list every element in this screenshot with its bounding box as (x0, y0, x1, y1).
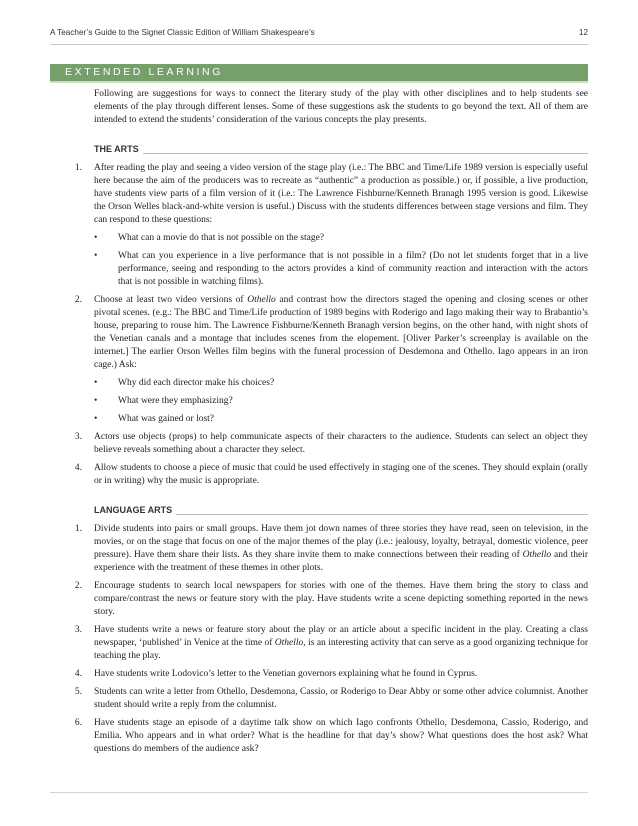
item-text (94, 523, 588, 575)
item-body: Have students write Lodovico’s letter to the Venetian governors explaining what he found in Cyprus. (94, 669, 478, 679)
item-body: Students can write a letter from Othello, Desdemona, Cassio, or Roderigo to Dear Abby or some other advice columnist. Another student should write a reply from the columnist. (94, 687, 588, 710)
bullet-icon: • (94, 414, 98, 424)
section-heading-language-arts (94, 504, 588, 517)
item-number: 3. (74, 625, 82, 635)
section-heading-arts (94, 143, 588, 156)
bullet-text: What were they emphasizing? (118, 396, 233, 406)
item-text (94, 717, 588, 756)
item-number: 5. (74, 687, 82, 697)
item-number: 1. (74, 163, 82, 173)
section-banner (50, 64, 588, 83)
item-text (94, 624, 588, 663)
banner-title: EXTENDED LEARNING (65, 66, 223, 78)
item-body: Allow students to choose a piece of music that could be used effectively in staging one of the scenes. They should explain (orally or in writing) why the music is appropriate. (94, 463, 588, 486)
item-body: Have students write a news or feature story about the play or an article about a specific incident in the play. Creating a class newspaper, ‘published’ in Venice at the time of (94, 625, 588, 648)
item-number: 1. (74, 524, 82, 534)
item-text (94, 462, 588, 488)
item-body: and contrast how the directors staged the opening and closing scenes or other pivotal scenes. (e.g.: The BBC and Time/Life production of 1989 begins with Roderigo and Iago making their way to Brabantio’s house, preparing to rouse him. The Lawrence Fishburne/Kenneth Branagh version begins, on the other hand, with night shots of the Venetian canals and a montage that includes scenes from the elopement. [Oliver Parker’s screenplay is available on the internet.] The earlier Orson Welles film begins with the funeral procession of Desdemona and Othello. Iago appears in an iron cage.) Ask: (94, 295, 589, 370)
bullet-text: What can a movie do that is not possible on the stage? (118, 233, 325, 243)
item-text (94, 162, 588, 227)
list-item (50, 523, 588, 575)
footer-divider (50, 792, 588, 793)
list-item (50, 162, 588, 227)
item-body: Choose at least two video versions of (94, 295, 248, 305)
bullet-icon: • (94, 233, 98, 243)
bullet-item (94, 232, 588, 245)
section-heading-rule (143, 153, 588, 154)
item-text (94, 686, 588, 712)
bullet-text: What can you experience in a live performance that is not possible in a film? (Do not let students forget that in a live performance, seeing and responding to the actors provides a kind of community reaction and interaction with the actors that is not possible in watching films). (118, 251, 588, 287)
section-heading-label: LANGUAGE ARTS (94, 505, 173, 515)
item-number: 2. (74, 581, 82, 591)
item-number: 3. (74, 432, 82, 442)
bullet-item (94, 413, 588, 426)
item-body: After reading the play and seeing a video version of the stage play (i.e.: The BBC and Time/Life 1989 version is especially useful here because the aim of the producers was to recreate as “authentic” a production as possible.) or, if possible, a live production, have students view parts of a film version of it (i.e.: The Lawrence Fishburne/Kenneth Branagh 1995 version is good. Likewise the Orson Welles black-and-white version is useful.) Discuss with the students differences between stage versions and film. They can respond to these questions: (94, 163, 588, 225)
intro-paragraph: Following are suggestions for ways to connect the literary study of the play with other disciplines and to help students see elements of the play through different lenses. Some of these suggestions ask the students to go beyond the text. All of them are intended to extend the students’ consideration of the various concepts the play presents. (94, 89, 588, 125)
item-body: Encourage students to search local newspapers for stories with one of the themes. Have them bring the story to class and compare/contrast the news or feature story with the play. Have students write a scene depicting something reported in the news story. (94, 581, 588, 617)
list-item (50, 294, 588, 372)
play-title: Othello (522, 550, 552, 560)
bullet-icon: • (94, 251, 98, 261)
bullet-text: Why did each director make his choices? (118, 378, 275, 388)
item-body: Actors use objects (props) to help communicate aspects of their characters to the audience. Students can select an object they believe reveals something about a character they select. (94, 432, 588, 455)
list-item (50, 431, 588, 457)
running-header (50, 28, 588, 37)
item-body: Have students stage an episode of a daytime talk show on which Iago confronts Othello, Desdemona, Cassio, Roderigo, and Emilia. Who appears and in what order? What is the headline for that day’s show? What questions does the host ask? What questions do members of the audience ask? (94, 718, 588, 754)
item-number: 4. (74, 463, 82, 473)
bullet-icon: • (94, 378, 98, 388)
item-body: and their experience with the treatment of these themes in other plots. (94, 550, 588, 573)
main-content (50, 88, 588, 761)
bullet-item (94, 395, 588, 408)
header-divider (50, 44, 588, 45)
item-number: 2. (74, 295, 82, 305)
play-title: Othello, (274, 638, 306, 648)
list-item (50, 717, 588, 756)
item-text (94, 431, 588, 457)
bullet-item (94, 250, 588, 289)
item-body: Divide students into pairs or small groups. Have them jot down names of three stories they have read, seen on television, in the movies, or on the stage that focus on one of the major themes of the play (i.e.: jealousy, loyalty, betrayal, domestic violence, peer pressure). Have them share their lists. As they share invite them to make connections between their reading of (94, 524, 588, 560)
bullet-item (94, 377, 588, 390)
header-title: A Teacher’s Guide to the Signet Classic Edition of William Shakespeare’s (50, 28, 315, 37)
section-heading-rule (176, 514, 588, 515)
section-heading-label: THE ARTS (94, 144, 139, 154)
list-item (50, 624, 588, 663)
item-text (94, 294, 588, 372)
list-item (50, 686, 588, 712)
item-number: 4. (74, 669, 82, 679)
list-item (50, 462, 588, 488)
item-text (94, 580, 588, 619)
list-item (50, 580, 588, 619)
bullet-text: What was gained or lost? (118, 414, 215, 424)
item-text (94, 668, 588, 681)
item-body: is an interesting activity that can serve as a good organizing technique for teaching the play. (94, 638, 588, 661)
play-title: Othello (247, 295, 276, 305)
page-number: 12 (578, 28, 588, 37)
item-number: 6. (74, 718, 82, 728)
bullet-icon: • (94, 396, 98, 406)
list-item (50, 668, 588, 681)
